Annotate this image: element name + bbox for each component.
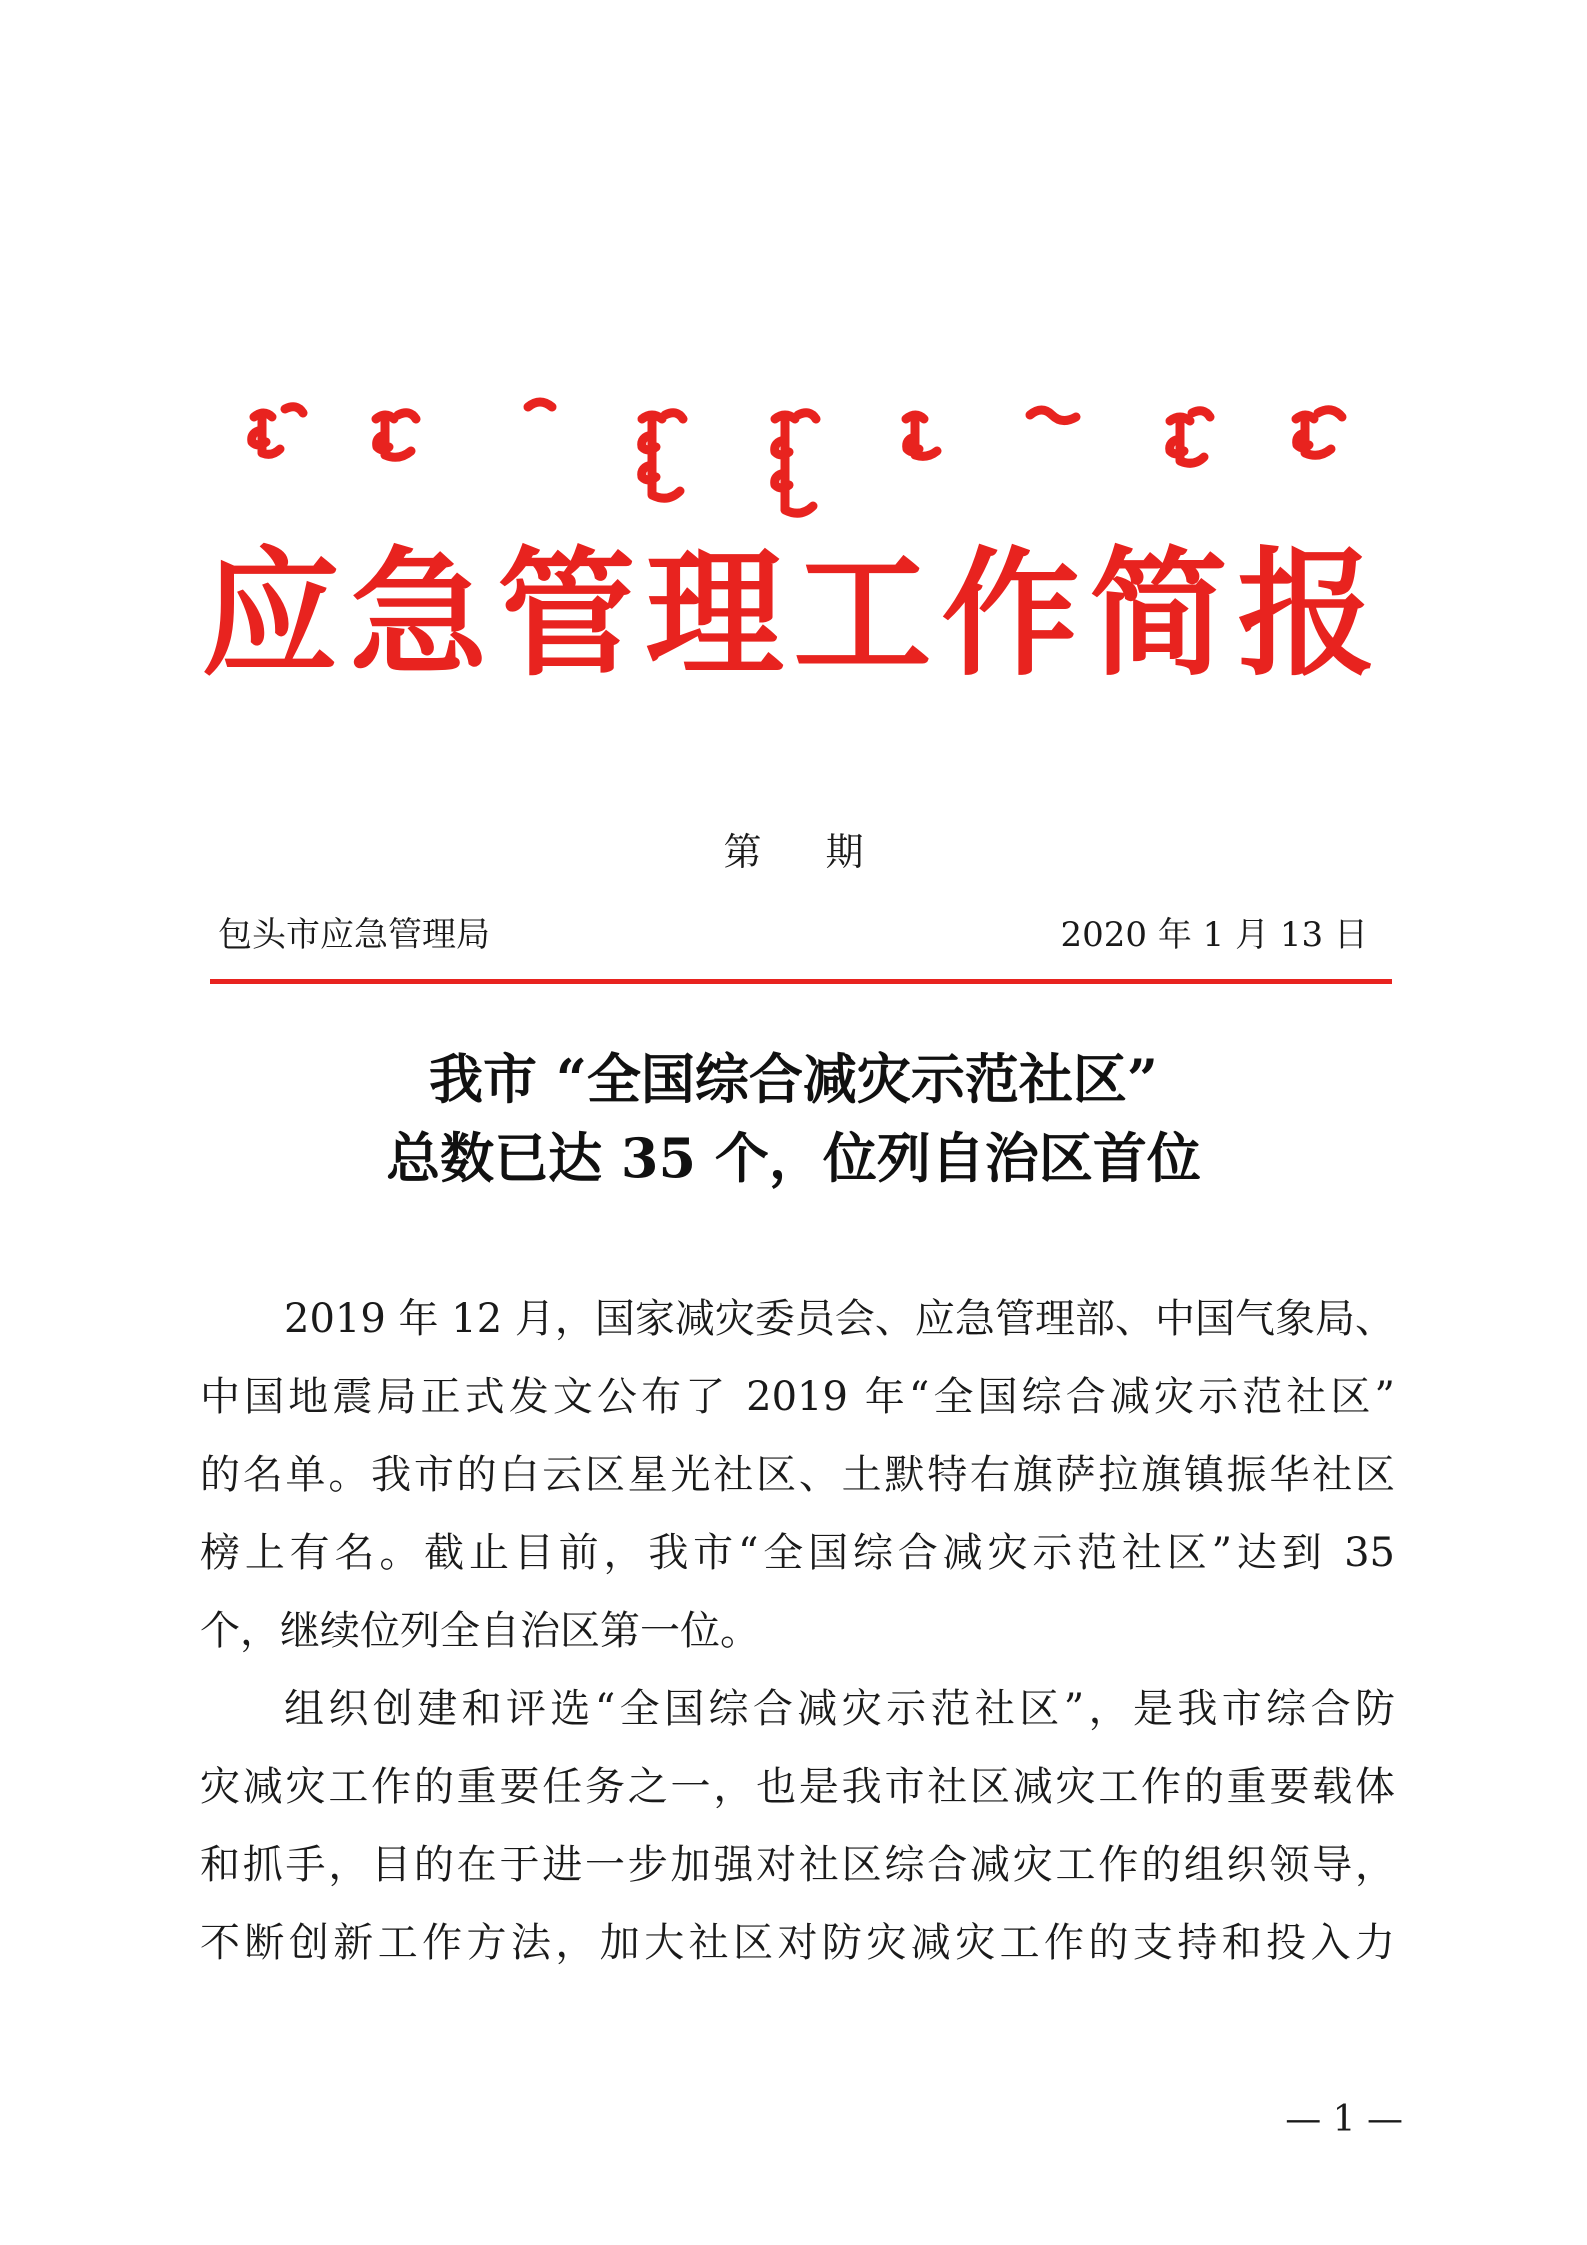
paragraph-line: 和抓手，目的在于进一步加强对社区综合减灾工作的组织领导，: [200, 1842, 1395, 1888]
paragraph-line: 组织创建和评选“全国综合减灾示范社区”，是我市综合防: [284, 1686, 1395, 1732]
headline-line-2: 总数已达 35 个，位列自治区首位: [386, 1126, 1201, 1190]
issuer: 包头市应急管理局: [218, 915, 490, 955]
paragraph-line: 不断创新工作方法，加大社区对防灾减灾工作的支持和投入力: [200, 1920, 1395, 1966]
issue-label-left: 第: [723, 830, 762, 874]
red-divider: [210, 979, 1392, 984]
article-body: [200, 1280, 1395, 1982]
issue-label-right: 期: [825, 830, 864, 874]
issue-number: [0, 830, 1587, 874]
masthead-title: 应急管理工作简报: [201, 532, 1386, 695]
paragraph-line: 个，继续位列全自治区第一位。: [200, 1608, 760, 1654]
page-number: — 1 —: [1285, 2099, 1403, 2140]
paragraph-line: 榜上有名。截止目前，我市“全国综合减灾示范社区”达到 35: [200, 1530, 1395, 1576]
paragraph-line: 2019 年 12 月，国家减灾委员会、应急管理部、中国气象局、: [284, 1296, 1395, 1342]
paragraph-line: 中国地震局正式发文公布了 2019 年“全国综合减灾示范社区”: [200, 1374, 1395, 1420]
mongolian-script-title: [0, 395, 1587, 555]
headline-line-1: 我市 “全国综合减灾示范社区”: [429, 1047, 1158, 1111]
issue-date: 2020 年 1 月 13 日: [1060, 915, 1368, 955]
paragraph-line: 灾减灾工作的重要任务之一，也是我市社区减灾工作的重要载体: [200, 1764, 1395, 1810]
paragraph-line: 的名单。我市的白云区星光社区、土默特右旗萨拉旗镇振华社区: [200, 1452, 1395, 1498]
